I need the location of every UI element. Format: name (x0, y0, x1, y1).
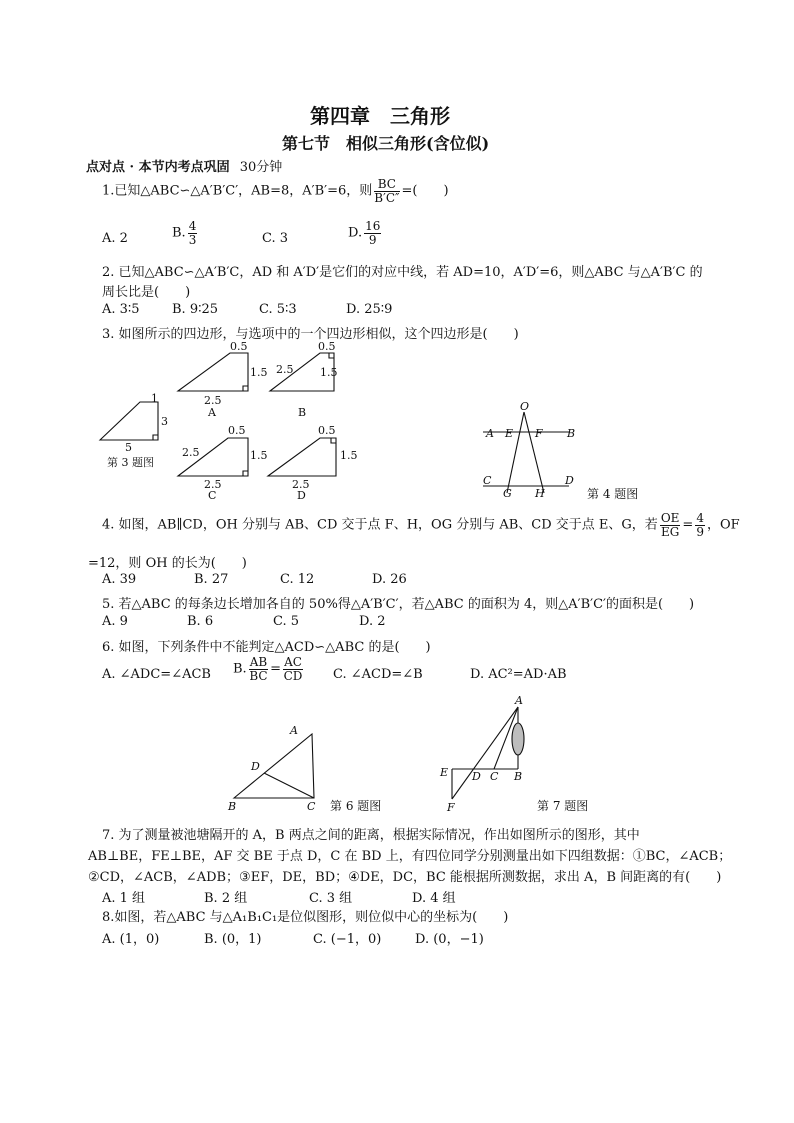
q4-point-c: C (483, 474, 492, 487)
q3-main-quad (100, 402, 158, 440)
question-7-line2: AB⊥BE，FE⊥BE，AF 交 BE 于点 D，C 在 BD 上，有四位同学分别测量出如下四组数据：①BC，∠ACB； (88, 849, 732, 864)
q6-option-b-equals: = (270, 661, 282, 677)
q1-option-d-fraction (364, 220, 381, 246)
q3-c-right-label: 1.5 (250, 449, 268, 462)
q7-point-e: E (440, 766, 449, 779)
q6-option-b-den-2: CD (283, 668, 303, 683)
question-3-stem: 3. 如图所示的四边形，与选项中的一个四边形相似，这个四边形是( ) (102, 327, 519, 342)
q3-c-left-label: 2.5 (182, 446, 200, 459)
q3-c-top-label: 0.5 (228, 424, 246, 437)
q1-option-d-num: 16 (365, 219, 381, 233)
q3-a-top-label: 0.5 (230, 340, 248, 353)
subheading-time: 30分钟 (239, 160, 283, 175)
q4-point-d: D (565, 474, 574, 487)
question-8-stem: 8.如图，若△ABC 与△A₁B₁C₁是位似图形，则位似中心的坐标为( ) (102, 910, 509, 925)
q4-fraction-2-num: 4 (696, 511, 704, 525)
q6-point-a: A (290, 724, 298, 737)
q3-d-option-label: D (297, 489, 306, 502)
q3-d-right-label: 1.5 (340, 449, 358, 462)
q6-option-a: A. ∠ADC=∠ACB (102, 667, 211, 682)
q2-option-b: B. 9∶25 (172, 302, 219, 317)
q1-stem-text: 1.已知△ABC∽△A′B′C′，AB=8，A′B′=6，则 (102, 183, 373, 199)
q6-option-d: D. AC²=AD·AB (470, 667, 567, 682)
question-7-line1: 7. 为了测量被池塘隔开的 A，B 两点之间的距离，根据实际情况，作出如图所示的图形，其中 (102, 828, 640, 843)
q3-main-bottom-label: 5 (125, 441, 132, 454)
q8-option-c: C. (−1，0) (313, 932, 382, 947)
figure-q7 (435, 693, 610, 818)
q6-option-b-fraction-1 (249, 656, 268, 682)
q4-fraction-1 (660, 512, 681, 538)
q2-option-d: D. 25∶9 (346, 302, 393, 317)
q8-option-b: B. (0，1) (204, 932, 262, 947)
q1-option-c: C. 3 (262, 231, 289, 246)
figure-q3 (90, 338, 390, 503)
q6-option-c: C. ∠ACD=∠B (333, 667, 423, 682)
q3-d-bottom-label: 2.5 (292, 478, 310, 491)
q3-caption: 第 3 题图 (107, 456, 154, 469)
q4-stem-end: ，OF (706, 517, 740, 533)
figure-q4 (475, 400, 675, 505)
q6-caption: 第 6 题图 (330, 799, 382, 813)
subheading-label: 点对点 · 本节内考点巩固 (86, 160, 230, 175)
q3-quad-d (268, 438, 336, 476)
question-2-line2: 周长比是( ) (102, 285, 191, 300)
q3-a-right-label: 1.5 (250, 366, 268, 379)
figure-q6 (222, 718, 402, 818)
q3-a-bottom-label: 2.5 (204, 394, 222, 407)
q7-point-b: B (514, 770, 523, 783)
q7-option-b: B. 2 组 (204, 891, 248, 906)
q7-point-d: D (472, 770, 481, 783)
q4-point-o: O (520, 400, 530, 413)
q5-option-b: B. 6 (187, 614, 214, 629)
q1-option-b-prefix: B. (172, 225, 186, 241)
q8-option-a: A. (1，0) (102, 932, 160, 947)
section-title: 第七节 相似三角形(含位似) (282, 134, 490, 153)
q3-a-option-label: A (208, 406, 216, 419)
q3-b-right-label: 1.5 (320, 366, 338, 379)
q6-option-b-prefix: B. (233, 661, 247, 677)
question-7-line3: ②CD，∠ACB，∠ADB；③EF，DE，BD；④DE，DC，BC 能根据所测数据，求出 A，B 间距离的有( ) (88, 870, 722, 885)
subheading (86, 156, 282, 175)
q2-option-c: C. 5∶3 (259, 302, 297, 317)
q4-point-b: B (567, 427, 576, 440)
q4-fraction-1-num: OE (660, 511, 680, 525)
q6-option-b-den-1: BC (249, 668, 268, 683)
q4-option-a: A. 39 (102, 572, 137, 587)
q7-caption: 第 7 题图 (537, 799, 589, 813)
q3-main-right-label: 3 (161, 415, 168, 428)
q3-b-left-label: 2.5 (276, 363, 294, 376)
q3-main-top-label: 1 (151, 392, 158, 405)
q1-option-b (172, 220, 199, 246)
question-1-stem (102, 178, 449, 204)
q6-option-b-fraction-2 (283, 656, 303, 682)
q4-equals: = (682, 517, 694, 533)
q6-option-b-num-1: AB (249, 655, 268, 669)
q4-point-f: F (535, 427, 543, 440)
q5-option-c: C. 5 (273, 614, 300, 629)
q1-option-d-den: 9 (368, 232, 377, 247)
q4-option-b: B. 27 (194, 572, 229, 587)
q6-point-d: D (251, 760, 260, 773)
q6-option-b-num-2: AC (284, 655, 302, 669)
q1-option-b-fraction (188, 220, 198, 246)
q6-point-b: B (228, 800, 237, 813)
q4-option-d: D. 26 (372, 572, 407, 587)
q4-fraction-1-den: EG (660, 524, 680, 539)
q1-option-a: A. 2 (102, 231, 128, 246)
q4-option-c: C. 12 (280, 572, 315, 587)
q8-option-d: D. (0，−1) (415, 932, 484, 947)
q7-option-c: C. 3 组 (309, 891, 353, 906)
q4-point-h: H (535, 487, 545, 500)
q7-option-d: D. 4 组 (412, 891, 456, 906)
q1-stem-end: =( ) (401, 183, 449, 199)
q1-fraction-den: B′C″ (374, 190, 400, 205)
question-6-stem: 6. 如图，下列条件中不能判定△ACD∽△ABC 的是( ) (102, 640, 431, 655)
q4-fraction-2 (695, 512, 705, 538)
q4-point-a: A (486, 427, 494, 440)
q3-b-top-label: 0.5 (318, 340, 336, 353)
question-2-line1: 2. 已知△ABC∽△A′B′C，AD 和 A′D′是它们的对应中线，若 AD=10，A′D′=6，则△ABC 与△A′B′C 的 (102, 265, 703, 280)
q3-b-option-label: B (298, 406, 307, 419)
q3-d-top-label: 0.5 (318, 424, 336, 437)
q7-point-f: F (447, 801, 455, 814)
q4-fraction-2-den: 9 (696, 524, 704, 539)
q3-c-option-label: C (208, 489, 217, 502)
question-4-line2: =12，则 OH 的长为( ) (88, 556, 247, 571)
q3-quad-a (178, 353, 248, 391)
q7-point-c: C (490, 770, 499, 783)
q1-option-d-prefix: D. (348, 225, 363, 241)
q4-point-e: E (505, 427, 514, 440)
chapter-title: 第四章 三角形 (310, 104, 450, 128)
question-4-line1 (102, 512, 740, 538)
q4-stem-text: 4. 如图，AB∥CD，OH 分别与 AB、CD 交于点 F、H，OG 分别与 AB、CD 交于点 E、G，若 (102, 517, 658, 533)
q1-fraction (374, 178, 399, 204)
q7-point-a: A (515, 694, 523, 707)
q5-option-d: D. 2 (359, 614, 386, 629)
q2-option-a: A. 3∶5 (102, 302, 140, 317)
q6-option-b (233, 656, 305, 682)
q6-point-c: C (307, 800, 316, 813)
q1-option-d (348, 220, 383, 246)
q1-option-b-den: 3 (188, 232, 197, 247)
q1-fraction-num: BC (374, 178, 399, 192)
q5-option-a: A. 9 (102, 614, 128, 629)
q4-caption: 第 4 题图 (587, 487, 639, 501)
q1-option-b-num: 4 (188, 219, 197, 233)
q4-point-g: G (503, 487, 512, 500)
q7-option-a: A. 1 组 (102, 891, 146, 906)
q3-c-bottom-label: 2.5 (204, 478, 222, 491)
question-5-stem: 5. 若△ABC 的每条边长增加各自的 50%得△A′B′C′，若△ABC 的面积为 4，则△A′B′C′的面积是( ) (102, 597, 695, 612)
